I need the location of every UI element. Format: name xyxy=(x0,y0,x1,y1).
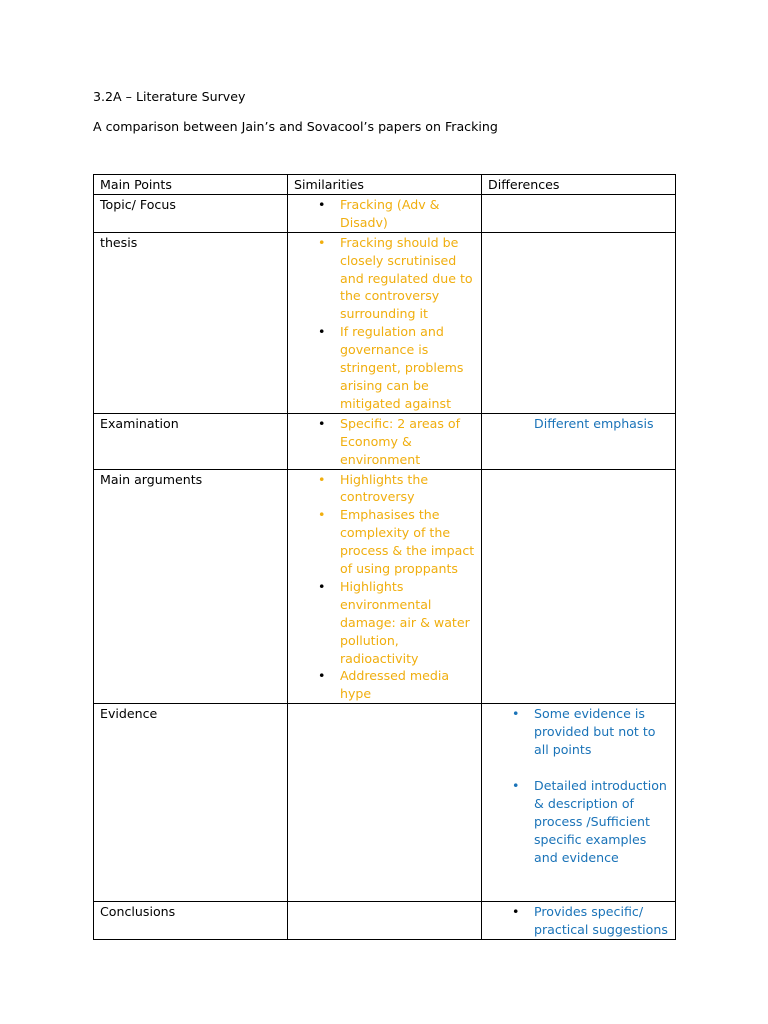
differences-list xyxy=(488,903,669,939)
row-label: thesis xyxy=(94,232,288,413)
list-item-text: Emphasises the complexity of the process & the impact of using proppants xyxy=(340,507,475,577)
similarities-cell xyxy=(288,704,482,902)
similarities-list xyxy=(294,234,475,413)
table-row-examination xyxy=(94,413,676,469)
list-item xyxy=(488,903,669,939)
bullet-dot-icon: • xyxy=(318,507,326,523)
bullet-dot-icon: • xyxy=(512,778,520,793)
row-label: Topic/ Focus xyxy=(94,194,288,232)
table-row-thesis xyxy=(94,232,676,413)
header-similarities: Similarities xyxy=(288,175,482,195)
bullet-dot-icon: • xyxy=(512,706,520,722)
differences-cell xyxy=(482,704,676,902)
header-differences: Differences xyxy=(482,175,676,195)
list-item-text: Highlights the controversy xyxy=(340,471,429,505)
difference-text: Different emphasis xyxy=(534,415,654,431)
bullet-dot-icon: • xyxy=(318,196,326,212)
list-item-text: Fracking should be closely scrutinised and regulated due to the controversy surrounding it xyxy=(340,234,473,322)
similarities-cell xyxy=(288,469,482,704)
list-item xyxy=(294,234,475,324)
bullet-dot-icon: • xyxy=(318,578,326,594)
differences-cell xyxy=(482,194,676,232)
list-item-text: Highlights environmental damage: air & water pollution, radioactivity xyxy=(340,578,470,666)
differences-cell xyxy=(482,902,676,940)
similarities-cell xyxy=(288,413,482,469)
list-item xyxy=(294,323,475,413)
list-item-text: Fracking (Adv & Disadv) xyxy=(340,196,440,230)
differences-cell xyxy=(482,232,676,413)
similarities-cell xyxy=(288,902,482,940)
similarities-list xyxy=(294,415,475,469)
list-item-text: Specific: 2 areas of Economy & environment xyxy=(340,415,461,467)
similarities-list xyxy=(294,471,475,704)
similarities-list xyxy=(294,196,475,232)
document-title: 3.2A – Literature Survey xyxy=(93,89,246,104)
bullet-dot-icon: • xyxy=(318,234,326,250)
similarities-cell xyxy=(288,232,482,413)
list-item-text: Addressed media hype xyxy=(340,668,450,702)
differences-list xyxy=(488,705,669,866)
list-item xyxy=(294,578,475,668)
table-row-evidence xyxy=(94,704,676,902)
bullet-dot-icon: • xyxy=(318,471,326,487)
list-item xyxy=(488,705,669,759)
bullet-dot-icon: • xyxy=(318,324,326,340)
row-label: Main arguments xyxy=(94,469,288,704)
differences-cell xyxy=(482,469,676,704)
bullet-dot-icon: • xyxy=(512,904,520,920)
table-row-main-arguments xyxy=(94,469,676,704)
list-item xyxy=(294,506,475,578)
row-label: Conclusions xyxy=(94,902,288,940)
document-subtitle: A comparison between Jain’s and Sovacool’s papers on Fracking xyxy=(93,119,498,134)
row-label: Evidence xyxy=(94,704,288,902)
list-item-text: Some evidence is provided but not to all points xyxy=(534,706,656,758)
list-item xyxy=(294,667,475,703)
bullet-dot-icon: • xyxy=(318,415,326,431)
list-item xyxy=(294,471,475,507)
row-label: Examination xyxy=(94,413,288,469)
list-item xyxy=(488,777,669,867)
list-item xyxy=(294,415,475,469)
list-item-text: Detailed introduction & description of process /Sufficient specific examples and evidence xyxy=(534,778,667,865)
list-item-text: If regulation and governance is stringent, problems arising can be mitigated against xyxy=(340,324,464,411)
comparison-table xyxy=(93,174,676,940)
list-item xyxy=(294,196,475,232)
bullet-dot-icon: • xyxy=(318,668,326,684)
table-row-topic-focus xyxy=(94,194,676,232)
list-item-text: Provides specific/ practical suggestions xyxy=(534,904,668,938)
table-header-row xyxy=(94,175,676,195)
differences-cell xyxy=(482,413,676,469)
header-main-points: Main Points xyxy=(94,175,288,195)
table-row-conclusions xyxy=(94,902,676,940)
similarities-cell xyxy=(288,194,482,232)
